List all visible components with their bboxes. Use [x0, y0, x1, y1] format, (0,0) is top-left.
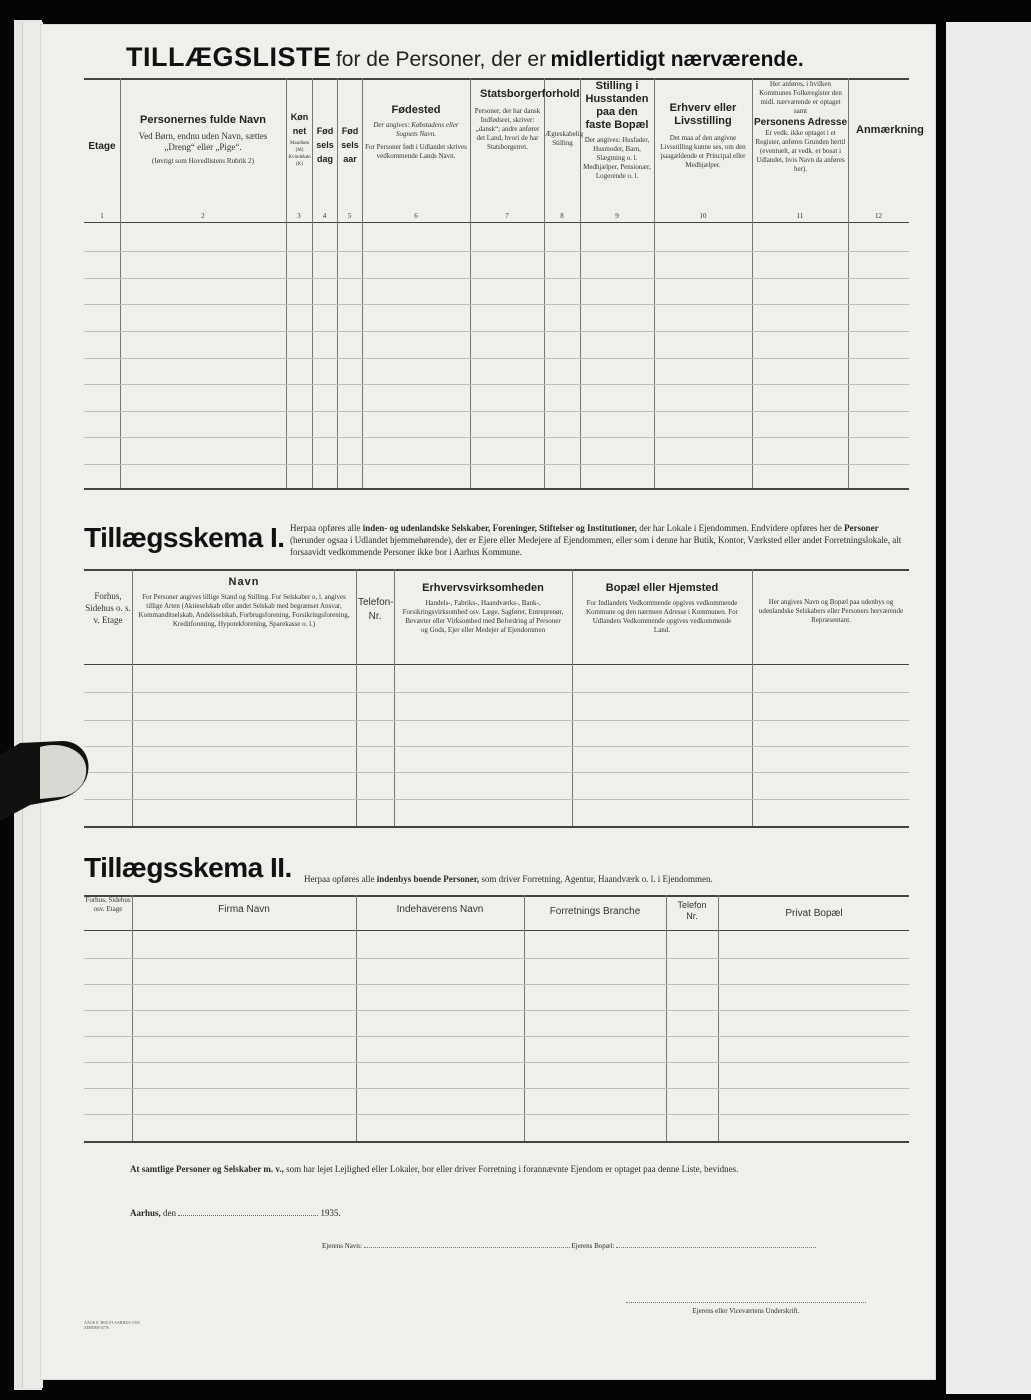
skema1-header-etage: Forhus, Sidehus o. s. v. Etage: [85, 591, 131, 625]
ruled-line: [84, 1062, 909, 1063]
col-number: 7: [505, 212, 509, 220]
header-adresse: Her anføres, i hvilken Kommunes Folkeregister den midl. nærværende er optaget samt Personens Adresse Er vedk. ikke optaget i et Register, anføres Grunden hertil (eventuelt, at vedk. er bosat i Udlandet, hvis Navn da anføres her).: [754, 80, 848, 173]
ruled-line: [84, 1088, 909, 1089]
ruled-line: [84, 799, 909, 800]
main-title: [126, 42, 926, 73]
title-bold: midlertidigt nærværende.: [550, 48, 804, 71]
header-anmaerkning: Anmærkning: [856, 124, 924, 136]
col-divider: [356, 895, 357, 1141]
col-divider: [718, 895, 719, 1141]
col-divider: [394, 569, 395, 826]
adjacent-page: [946, 22, 1031, 1394]
signature-line[interactable]: [626, 1302, 866, 1303]
skema1-bottom-border: [84, 826, 909, 828]
col-divider: [752, 78, 753, 488]
skema1-top-border: [84, 569, 909, 571]
ruled-line: [84, 958, 909, 959]
col-number: 10: [699, 212, 707, 220]
main-table-header-bottom: [84, 222, 909, 223]
declaration: At samtlige Personer og Selskaber m. v., som har lejet Lejlighed eller Lokaler, bor eller driver Forretning i forannævnte Ejendom er optaget paa denne Liste, bevidnes.: [130, 1164, 739, 1174]
form-page: [40, 24, 936, 1380]
ruled-line: [84, 1114, 909, 1115]
header-foedested: Fødested Der angives: Købstadens eller Sognets Navn. For Personer født i Udlandet skrives vedkommende Lands Navn.: [365, 104, 467, 160]
skema1-header-repraesentant: Her angives Navn og Bopæl paa udenbys og udenlandske Selskabers eller Personers herværende Repræsentant.: [758, 598, 904, 624]
skema2-bottom-border: [84, 1141, 909, 1143]
ruled-line: [84, 331, 909, 332]
skema2-header-telefon: Telefon Nr.: [677, 900, 707, 921]
col-divider: [470, 78, 471, 488]
title-word: TILLÆGSLISTE: [126, 42, 332, 72]
ruled-line: [84, 720, 909, 721]
col-divider: [572, 569, 573, 826]
header-erhverv: Erhverv eller Livsstilling Det maa af den angivne Livsstilling kunne ses, om den paagældende er Principal eller Medhjælper.: [660, 102, 746, 169]
col-divider: [132, 569, 133, 826]
main-table-bottom-border: [84, 488, 909, 490]
ruled-line: [84, 772, 909, 773]
skema2-intro: Herpaa opføres alle indenbys boende Personer, som driver Forretning, Agentur, Haandværk o. l. i Ejendommen.: [304, 874, 713, 884]
skema2-header-bottom: [84, 930, 909, 931]
header-statsborgerforhold: Statsborgerforhold Personer, der har dansk Indfødsret, skriver: „dansk“; andre anfører det Land, hvori de har Statsborgerret.: [474, 88, 580, 151]
skema2-header-indehaver: Indehaverens Navn: [396, 904, 484, 915]
col-divider: [848, 78, 849, 488]
skema1-header-bopael: Bopæl eller Hjemsted For Indlandets Vedkommende opgives vedkommende Kommune og den nærmere Adresse i Kommunen. For Udlandets Vedkommende opgives vedkommende Land.: [585, 582, 739, 634]
col-number: 1: [100, 212, 104, 220]
thumb-shadow: [0, 725, 95, 835]
ruled-line: [84, 464, 909, 465]
col-number: 9: [615, 212, 619, 220]
skema1-title: Tillægsskema I.: [84, 522, 285, 553]
ruled-line: [84, 278, 909, 279]
col-divider: [524, 895, 525, 1141]
skema2-top-border: [84, 895, 909, 897]
skema1-header-telefon: Telefon-Nr.: [358, 597, 394, 622]
header-etage: Etage: [88, 141, 116, 152]
col-number: 3: [297, 212, 301, 220]
skema1-header-bottom: [84, 664, 909, 665]
owner-name-field[interactable]: [364, 1247, 570, 1248]
skema2-header-firma: Firma Navn: [218, 904, 270, 915]
col-number: 8: [560, 212, 564, 220]
skema2-title: Tillægsskema II.: [84, 852, 292, 883]
header-aegteskabelig: Ægteskabelig Stilling: [545, 130, 584, 147]
owner-address-field[interactable]: [616, 1247, 816, 1248]
title-rest: for de Personer, der er: [335, 48, 547, 71]
skema2-header-branche: Forretnings Branche: [549, 906, 641, 917]
ruled-line: [84, 304, 909, 305]
ruled-line: [84, 437, 909, 438]
ruled-line: [84, 1036, 909, 1037]
ruled-line: [84, 411, 909, 412]
header-navn: Personernes fulde Navn Ved Børn, endnu uden Navn, sættes „Dreng“ eller „Pige“. (Iøvrigt som Hovedlistens Rubrik 2): [138, 114, 268, 165]
printer-mark: AAGE E. HOLST AARHUS 1935 ZEHNER 6776: [84, 1320, 140, 1330]
col-number: 5: [347, 212, 352, 220]
col-number: 4: [322, 212, 327, 220]
header-foedselsdag: Fødselsdag: [316, 126, 334, 164]
col-divider: [120, 78, 121, 488]
col-divider: [752, 569, 753, 826]
col-number: 2: [201, 212, 205, 220]
ruled-line: [84, 692, 909, 693]
ruled-line: [84, 358, 909, 359]
header-foedselsaar: Fødselsaar: [341, 126, 359, 164]
col-divider: [362, 78, 363, 488]
col-number: 6: [414, 212, 418, 220]
col-divider: [654, 78, 655, 488]
ruled-line: [84, 384, 909, 385]
header-koennet: Kønnet Mandkøn (M) Kvindekøn (K): [288, 112, 311, 167]
skema1-intro: Herpaa opføres alle inden- og udenlandske Selskaber, Foreninger, Stiftelser og Institutioner, der har Lokale i Ejendommen. Endvidere opføres her de Personer (herunder ogsaa i Udlandet hjemmehørende), der er Ejere eller Medejere af Ejendommen, eller som i denne har Butik, Kontor, Værksted eller andet Forretningslokale, alt forsaavidt vedkommende Personer ikke bor i Aarhus Kommune.: [290, 523, 902, 557]
skema1-header-erhverv: Erhvervsvirksomheden Handels-, Fabriks-, Haandværks-, Bank-, Forsikringsvirksomhed osv. Læge, Sagfører, Entreprenør, Beværter eller Virksomhed med Befordring af Personer og Gods, Ejer eller Medejer af Ejendommen: [402, 582, 564, 634]
skema1-header-navn: Navn For Personer angives tillige Stand og Stilling. For Selskaber o. l. angives tillige Arten (Aktieselskab eller andet Selskab med begrænset Ansvar, Kommanditselskab, Andelsselskab, Forbrugsforening, Forsikringsforening, Kreditforening, Hypotekforening, Sparekasse o. l.): [138, 576, 350, 628]
ruled-line: [84, 1010, 909, 1011]
skema2-header-etage: Forhus, Sidehus osv. Etage: [85, 896, 131, 913]
col-divider: [666, 895, 667, 1141]
header-stilling: Stilling i Husstanden paa den faste Bopæl Der angives: Husfader, Husmoder, Barn, Slægtning o. l. Medhjælper, Pensionær, Logerende o. l.: [583, 80, 651, 180]
col-divider: [132, 895, 133, 1141]
col-number: 12: [875, 212, 882, 220]
date-field[interactable]: [178, 1215, 318, 1216]
skema2-header-privat: Privat Bopæl: [785, 908, 843, 919]
signature-caption: Ejerens eller Viceværtens Underskrift.: [692, 1307, 800, 1315]
ruled-line: [84, 984, 909, 985]
owner-line: Ejerens Navn: Ejerens Bopæl:: [322, 1241, 816, 1252]
ruled-line: [84, 746, 909, 747]
ruled-line: [84, 251, 909, 252]
col-divider: [356, 569, 357, 826]
place-date-line: Aarhus, den 1935.: [130, 1208, 341, 1218]
col-number: 11: [796, 212, 804, 220]
